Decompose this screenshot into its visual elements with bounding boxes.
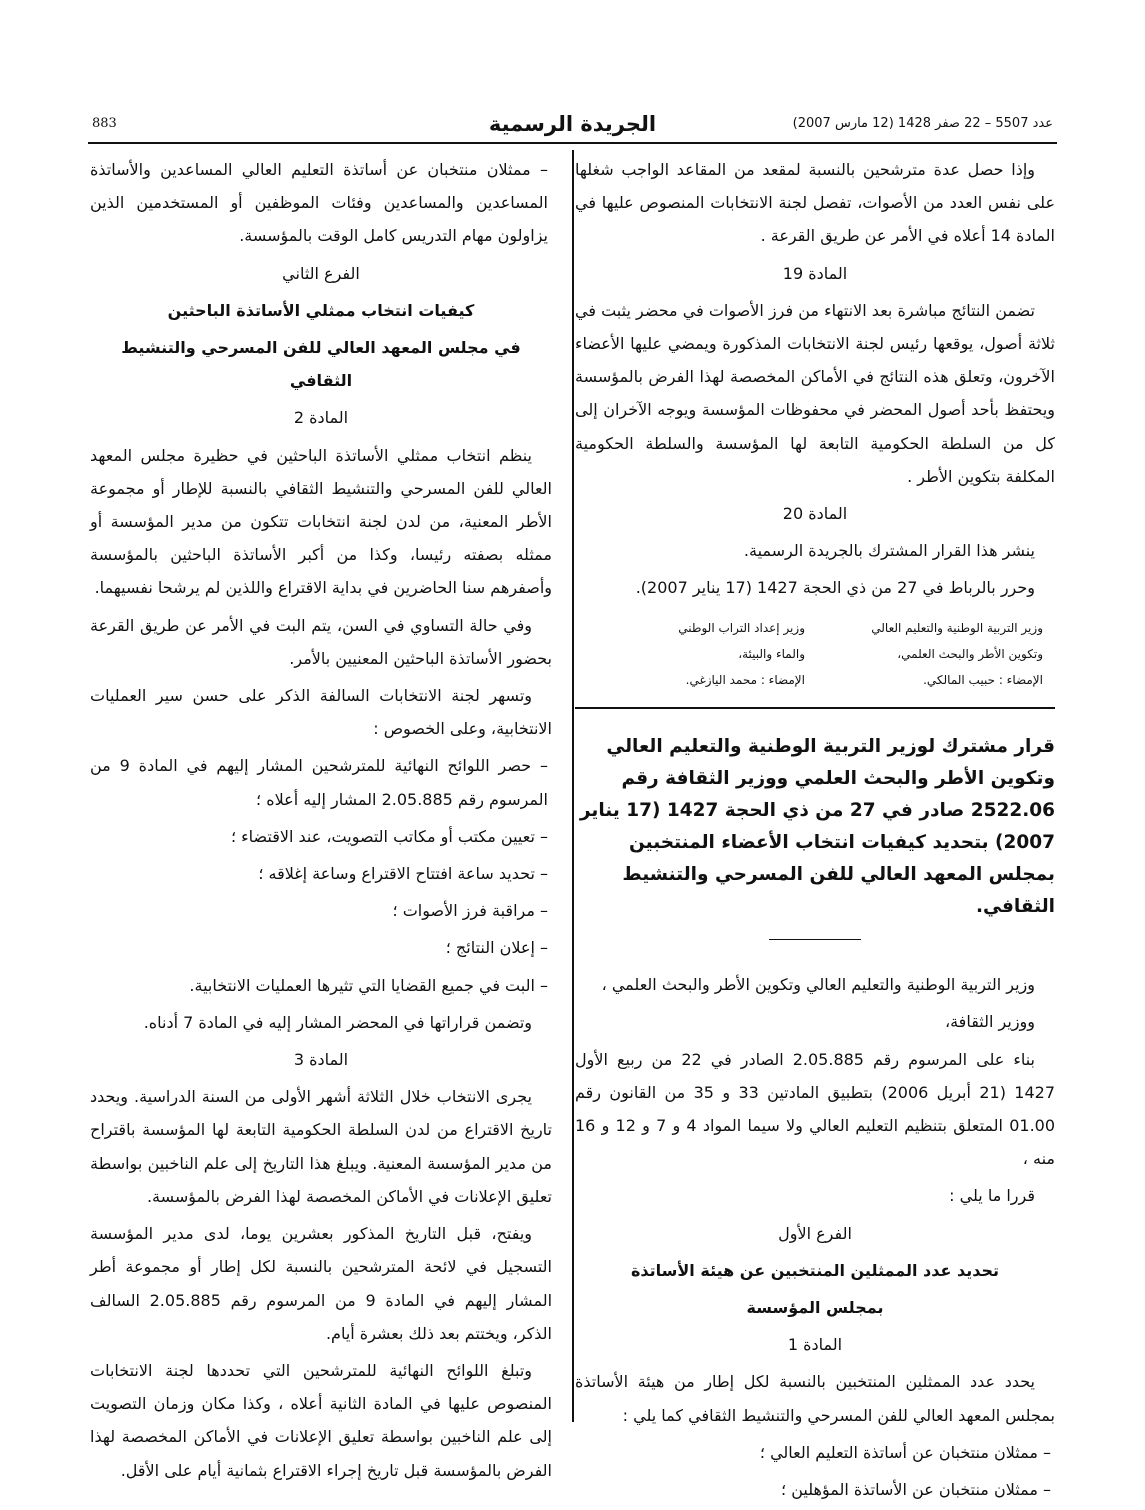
paragraph: وتضمن قراراتها في المحضر المشار إليه في المادة 7 أدناه. bbox=[143, 1012, 532, 1032]
paragraph: تضمن النتائج مباشرة بعد الانتهاء من فرز الأصوات في محضر يثبت في ثلاثة أصول، يوقعها رئيس لجنة الانتخابات المذكورة ويمضي عليها الأعضاء الآخرون، وتعلق هذه النتائج في الأماكن المخصصة لهذا الفرض بالمؤسسة ويحتفظ بأحد أصول المحضر في محفوظات المؤسسة ويوجه الآخران إلى كل من السلطة الحكومية التابعة لها المؤسسة والسلطة الحكومية المكلفة بتكوين الأطر . bbox=[575, 300, 1055, 486]
right-column bbox=[575, 153, 1055, 1510]
paragraph: قررا ما يلي : bbox=[949, 1186, 1035, 1206]
left-column bbox=[90, 153, 552, 1491]
section-separator bbox=[575, 707, 1055, 709]
page-header bbox=[88, 112, 1057, 144]
paragraph: وحرر بالرباط في 27 من ذي الحجة 1427 (17 يناير 2007). bbox=[635, 578, 1035, 598]
paragraph: وتسهر لجنة الانتخابات السالفة الذكر على حسن سير العمليات الانتخابية، وعلى الخصوص : bbox=[90, 686, 552, 739]
paragraph: ووزير الثقافة، bbox=[944, 1012, 1035, 1032]
list-item: – إعلان النتائج ؛ bbox=[445, 938, 548, 958]
minister1-title-line1: وزير التربية الوطنية والتعليم العالي bbox=[871, 620, 1043, 635]
decree-title: قرار مشترك لوزير التربية الوطنية والتعليم العالي وتكوين الأطر والبحث العلمي ووزير الثقافة رقم 2522.06 صادر في 27 من ذي الحجة 1427 (17 يناير 2007) بتحديد كيفيات انتخاب الأعضاء المنتخبين بمجلس المعهد العالي للفن المسرحي والتنشيط الثقافي. bbox=[579, 735, 1055, 917]
paragraph: ينشر هذا القرار المشترك بالجريدة الرسمية. bbox=[743, 541, 1035, 561]
paragraph: ينظم انتخاب ممثلي الأساتذة الباحثين في حظيرة مجلس المعهد العالي للفن المسرحي والتنشيط الثقافي بالنسبة للإطار أو مجموعة الأطر المعنية، من لدن لجنة انتخابات تتكون من مدير المؤسسة أو ممثله بصفته رئيسا، وكذا من أكبر الأساتذة الباحثين بالمؤسسة وأصفرهم سنا الحاضرين في بداية الاقتراع واللذين لم يرشحا نفسيهما. bbox=[90, 445, 552, 598]
list-item: – ممثلان منتخبان عن أساتذة التعليم العالي المساعدين والأساتذة المساعدين والمساعدين وفئات الموظفين أو المستخدمين الذين يزاولون مهام التدريس كامل الوقت بالمؤسسة. bbox=[90, 160, 548, 246]
minister1-title-line2: وتكوين الأطر والبحث العلمي، bbox=[897, 646, 1043, 661]
branch-heading: الفرع الثاني bbox=[282, 263, 360, 283]
article-heading: المادة 1 bbox=[787, 1335, 843, 1355]
paragraph: وإذا حصل عدة مترشحين بالنسبة لمقعد من المقاعد الواجب شغلها على نفس العدد من الأصوات، تفصل لجنة الانتخابات المنصوص عليها في المادة 14 أعلاه في الأمر عن طريق القرعة . bbox=[575, 160, 1055, 246]
paragraph: يجرى الانتخاب خلال الثلاثة أشهر الأولى من السنة الدراسية. ويحدد تاريخ الاقتراع من لدن السلطة الحكومية التابعة لها المؤسسة باقتراح من مدير المؤسسة المعنية. ويبلغ هذا التاريخ إلى علم الناخبين بواسطة تعليق الإعلانات في الأماكن المخصصة لهذا الفرض بالمؤسسة. bbox=[90, 1087, 552, 1206]
paragraph: وزير التربية الوطنية والتعليم العالي وتكوين الأطر والبحث العلمي ، bbox=[601, 975, 1035, 995]
minister2-title-line1: وزير إعداد التراب الوطني bbox=[678, 620, 805, 635]
article-heading: المادة 2 bbox=[293, 408, 349, 428]
article-heading: المادة 3 bbox=[293, 1050, 349, 1070]
list-item: – تحديد ساعة افتتاح الاقتراع وساعة إغلاقه ؛ bbox=[258, 864, 548, 884]
branch-title: بمجلس المؤسسة bbox=[746, 1297, 884, 1317]
paragraph: بناء على المرسوم رقم 2.05.885 الصادر في 22 من ربيع الأول 1427 (21 أبريل 2006) بتطبيق المادتين 33 و 35 من القانون رقم 01.00 المتعلق بتنظيم التعليم العالي ولا سيما المواد 4 و 7 و 12 و 16 منه ، bbox=[575, 1049, 1056, 1169]
minister2-signature: الإمضاء : محمد اليازغي. bbox=[685, 672, 805, 687]
minister1-signature: الإمضاء : حبيب المالكي. bbox=[923, 672, 1043, 687]
list-item: – ممثلان منتخبان عن أساتذة التعليم العالي ؛ bbox=[759, 1442, 1051, 1462]
paragraph: وفي حالة التساوي في السن، يتم البت في الأمر عن طريق القرعة بحضور الأساتذة الباحثين المعنيين بالأمر. bbox=[90, 615, 552, 668]
column-divider bbox=[572, 150, 574, 1422]
article-heading: المادة 19 bbox=[782, 263, 848, 283]
paragraph: ويفتح، قبل التاريخ المذكور بعشرين يوما، لدى مدير المؤسسة التسجيل في لائحة المترشحين بالنسبة لكل إطار أو مجموعة أطر المشار إليهم في المادة 9 من المرسوم رقم 2.05.885 السالف الذكر، ويختتم بعد ذلك بعشرة أيام. bbox=[90, 1224, 553, 1343]
list-item: – البت في جميع القضايا التي تثيرها العمليات الانتخابية. bbox=[189, 975, 548, 995]
journal-title: الجريدة الرسمية bbox=[488, 112, 657, 136]
short-separator bbox=[769, 939, 861, 941]
article-heading: المادة 20 bbox=[782, 504, 848, 524]
signature-block bbox=[587, 615, 1043, 693]
branch-title: تحديد عدد الممثلين المنتخبين عن هيئة الأساتذة bbox=[630, 1260, 1000, 1280]
list-item: – ممثلان منتخبان عن الأساتذة المؤهلين ؛ bbox=[781, 1479, 1051, 1499]
list-item: – حصر اللوائح النهائية للمترشحين المشار إليهم في المادة 9 من المرسوم رقم 2.05.885 المشار إليه أعلاه ؛ bbox=[90, 756, 548, 809]
paragraph: يحدد عدد الممثلين المنتخبين بالنسبة لكل إطار من هيئة الأساتذة بمجلس المعهد العالي للفن المسرحي والتنشيط الثقافي كما يلي : bbox=[575, 1372, 1055, 1425]
branch-heading: الفرع الأول bbox=[778, 1223, 852, 1243]
page-number: 883 bbox=[92, 116, 117, 131]
list-item: – تعيين مكتب أو مكاتب التصويت، عند الاقتضاء ؛ bbox=[230, 826, 548, 846]
issue-info: عدد 5507 – 22 صفر 1428 (12 مارس 2007) bbox=[792, 116, 1053, 131]
branch-title: في مجلس المعهد العالي للفن المسرحي والتنشيط الثقافي bbox=[121, 338, 521, 391]
branch-title: كيفيات انتخاب ممثلي الأساتذة الباحثين bbox=[167, 300, 475, 320]
paragraph: وتبلغ اللوائح النهائية للمترشحين التي تحددها لجنة الانتخابات المنصوص عليها في المادة الثانية أعلاه ، وكذا مكان وزمان التصويت إلى علم الناخبين بواسطة تعليق الإعلانات في الأماكن المخصصة لهذا الفرض بالمؤسسة قبل تاريخ إجراء الاقتراع بثمانية أيام على الأقل. bbox=[90, 1360, 552, 1480]
list-item: – مراقبة فرز الأصوات ؛ bbox=[392, 901, 548, 921]
minister2-title-line2: والماء والبيئة، bbox=[738, 646, 805, 661]
